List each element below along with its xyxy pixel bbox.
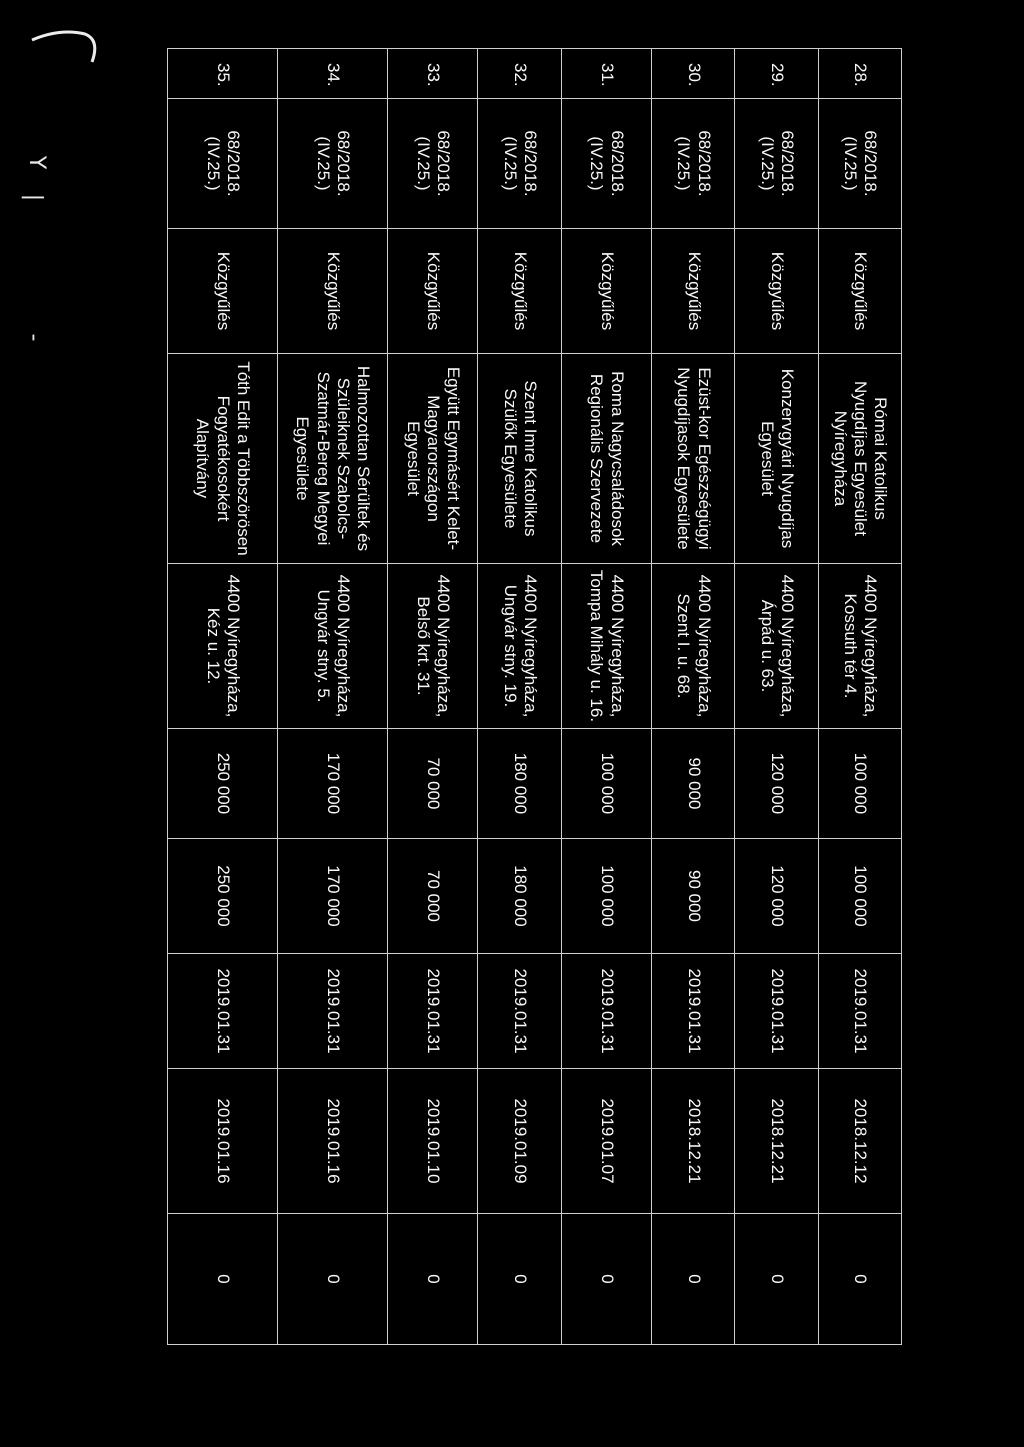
scan-artifact-curl: [30, 10, 100, 80]
organization-address: 4400 Nyíregyháza, Belső krt. 31.: [388, 564, 478, 729]
decision-number: 68/2018. (IV.25.): [478, 99, 561, 229]
decision-number: 68/2018. (IV.25.): [652, 99, 735, 229]
table-row: [168, 49, 278, 1345]
remaining-amount: 0: [652, 1214, 735, 1345]
settlement-date: 2019.01.16: [168, 1069, 278, 1214]
row-number: 28.: [818, 49, 901, 99]
decision-number: 68/2018. (IV.25.): [388, 99, 478, 229]
table-row: [652, 49, 735, 1345]
requested-amount: 120 000: [735, 729, 818, 839]
remaining-amount: 0: [818, 1214, 901, 1345]
granted-amount: 90 000: [652, 839, 735, 954]
granted-amount: 120 000: [735, 839, 818, 954]
organization-address: 4400 Nyíregyháza, Tompa Mihály u. 16.: [561, 564, 651, 729]
settlement-deadline: 2019.01.31: [278, 954, 388, 1069]
decision-number: 68/2018. (IV.25.): [278, 99, 388, 229]
scan-artifact-mark: Y: [24, 155, 50, 170]
requested-amount: 90 000: [652, 729, 735, 839]
settlement-date: 2019.01.07: [561, 1069, 651, 1214]
organization-name: Ezüst-kor Egészségügyi Nyugdíjasok Egyesülete: [652, 354, 735, 564]
settlement-date: 2019.01.16: [278, 1069, 388, 1214]
table-row: [735, 49, 818, 1345]
settlement-deadline: 2019.01.31: [735, 954, 818, 1069]
settlement-deadline: 2019.01.31: [388, 954, 478, 1069]
organization-name: Konzervgyári Nyugdíjas Egyesület: [735, 354, 818, 564]
organization-name: Római Katolikus Nyugdíjas Egyesület Nyíregyháza: [818, 354, 901, 564]
row-number: 31.: [561, 49, 651, 99]
settlement-date: 2018.12.12: [818, 1069, 901, 1214]
organization-address: 4400 Nyíregyháza, Szent I. u. 68.: [652, 564, 735, 729]
decision-body: Közgyűlés: [478, 229, 561, 354]
remaining-amount: 0: [561, 1214, 651, 1345]
granted-amount: 100 000: [561, 839, 651, 954]
table-row: [818, 49, 901, 1345]
organization-name: Szent Imre Katolikus Szülők Egyesülete: [478, 354, 561, 564]
scan-artifact-mark: -: [21, 333, 47, 342]
organization-name: Tóth Edit a Többszörösen Fogyatékosokért Alapítvány: [168, 354, 278, 564]
organization-address: 4400 Nyíregyháza, Ungvár stny. 5.: [278, 564, 388, 729]
remaining-amount: 0: [735, 1214, 818, 1345]
organization-address: 4400 Nyíregyháza, Ungvár stny. 19.: [478, 564, 561, 729]
remaining-amount: 0: [388, 1214, 478, 1345]
table-row: [478, 49, 561, 1345]
settlement-date: 2018.12.21: [652, 1069, 735, 1214]
row-number: 34.: [278, 49, 388, 99]
remaining-amount: 0: [478, 1214, 561, 1345]
settlement-deadline: 2019.01.31: [652, 954, 735, 1069]
decision-number: 68/2018. (IV.25.): [735, 99, 818, 229]
remaining-amount: 0: [168, 1214, 278, 1345]
decision-number: 68/2018. (IV.25.): [561, 99, 651, 229]
table-row: [561, 49, 651, 1345]
granted-amount: 250 000: [168, 839, 278, 954]
settlement-deadline: 2019.01.31: [168, 954, 278, 1069]
row-number: 33.: [388, 49, 478, 99]
organization-name: Halmozottan Sérültek és Szüleiknek Szabolcs-Szatmár-Bereg Megyei Egyesülete: [278, 354, 388, 564]
granted-amount: 170 000: [278, 839, 388, 954]
requested-amount: 250 000: [168, 729, 278, 839]
table-row: [278, 49, 388, 1345]
settlement-date: 2018.12.21: [735, 1069, 818, 1214]
row-number: 29.: [735, 49, 818, 99]
requested-amount: 100 000: [561, 729, 651, 839]
requested-amount: 100 000: [818, 729, 901, 839]
settlement-date: 2019.01.10: [388, 1069, 478, 1214]
decision-number: 68/2018. (IV.25.): [168, 99, 278, 229]
decision-body: Közgyűlés: [735, 229, 818, 354]
decision-body: Közgyűlés: [652, 229, 735, 354]
granted-amount: 70 000: [388, 839, 478, 954]
decision-body: Közgyűlés: [278, 229, 388, 354]
organization-address: 4400 Nyíregyháza, Árpád u. 63.: [735, 564, 818, 729]
organization-address: 4400 Nyíregyháza, Kéz u. 12.: [168, 564, 278, 729]
organization-name: Együtt Egymásért Kelet-Magyarországon Egyesület: [388, 354, 478, 564]
granted-amount: 100 000: [818, 839, 901, 954]
rotated-document: [167, 48, 902, 1344]
scan-artifact-mark: |: [21, 193, 47, 202]
remaining-amount: 0: [278, 1214, 388, 1345]
decision-body: Közgyűlés: [168, 229, 278, 354]
settlement-date: 2019.01.09: [478, 1069, 561, 1214]
table-row: [388, 49, 478, 1345]
requested-amount: 170 000: [278, 729, 388, 839]
grant-table: [167, 48, 902, 1345]
decision-body: Közgyűlés: [388, 229, 478, 354]
settlement-deadline: 2019.01.31: [561, 954, 651, 1069]
requested-amount: 70 000: [388, 729, 478, 839]
organization-name: Roma Nagycsaládosok Regionális Szervezete: [561, 354, 651, 564]
decision-number: 68/2018. (IV.25.): [818, 99, 901, 229]
requested-amount: 180 000: [478, 729, 561, 839]
decision-body: Közgyűlés: [561, 229, 651, 354]
organization-address: 4400 Nyíregyháza, Kossuth tér 4.: [818, 564, 901, 729]
row-number: 32.: [478, 49, 561, 99]
row-number: 35.: [168, 49, 278, 99]
granted-amount: 180 000: [478, 839, 561, 954]
decision-body: Közgyűlés: [818, 229, 901, 354]
settlement-deadline: 2019.01.31: [478, 954, 561, 1069]
settlement-deadline: 2019.01.31: [818, 954, 901, 1069]
row-number: 30.: [652, 49, 735, 99]
